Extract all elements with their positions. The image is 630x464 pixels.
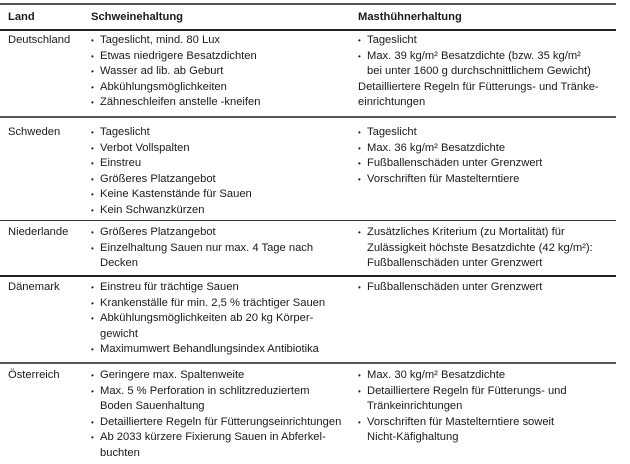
list-item-plain: Detailliertere Regeln für Fütterungs- und Tränke-	[358, 80, 599, 93]
list-item: • Tageslicht	[358, 33, 599, 49]
list-item: • Fußballenschäden unter Grenzwert	[358, 156, 542, 172]
list-item-continuation: Decken	[100, 257, 138, 270]
list-item: • Max. 5 % Perforation in schlitzreduziertem	[91, 384, 341, 400]
list-item: • Einstreu für trächtige Sauen	[91, 280, 325, 296]
list-item: • Keine Kastenstände für Sauen	[91, 187, 252, 203]
list-item: • Etwas niedrigere Besatzdichten	[91, 49, 260, 65]
list-item: • Verbot Vollspalten	[91, 141, 252, 157]
row-rule	[0, 116, 616, 118]
list-item: • Kein Schwanzkürzen	[91, 203, 252, 219]
list-item: • Geringere max. Spaltenweite	[91, 368, 341, 384]
list-item-plain: einrichtungen	[358, 96, 426, 109]
row-rule	[0, 220, 616, 221]
list-item: • Ab 2033 kürzere Fixierung Sauen in Abferkel-	[91, 430, 341, 446]
list-item: • Fußballenschäden unter Grenzwert	[358, 280, 542, 296]
list-item: • Vorschriften für Mastelterntiere soweit	[358, 415, 567, 431]
header-land: Land	[8, 11, 35, 23]
list-item-continuation: Zulässigkeit höchste Besatzdichte (42 kg/m²):	[367, 241, 593, 254]
row-daenemark-schwein	[91, 280, 325, 358]
row-niederlande-schwein	[91, 225, 313, 272]
list-item: • Krankenställe für min. 2,5 % trächtiger Sauen	[91, 296, 325, 312]
row-oesterreich-schwein	[91, 368, 341, 462]
list-item: • Vorschriften für Mastelterntiere	[358, 172, 542, 188]
list-item: • Max. 30 kg/m² Besatzdichte	[358, 368, 567, 384]
list-item: • Wasser ad lib. ab Geburt	[91, 64, 260, 80]
row-rule	[0, 362, 616, 364]
row-land-oesterreich: Österreich	[8, 369, 60, 381]
list-item: • Max. 39 kg/m² Besatzdichte (bzw. 35 kg/m²	[358, 49, 599, 65]
list-item: • Tageslicht	[91, 125, 252, 141]
list-item: • Detailliertere Regeln für Fütterungs- und	[358, 384, 567, 400]
row-land-niederlande: Niederlande	[8, 226, 69, 238]
row-deutschland-schwein	[91, 33, 260, 111]
list-item-continuation: Boden Sauenhaltung	[100, 400, 205, 413]
row-niederlande-huhn	[358, 225, 593, 272]
table-top-rule	[0, 3, 616, 5]
row-schweden-huhn	[358, 125, 542, 187]
header-schweinehaltung: Schweinehaltung	[91, 11, 183, 23]
row-land-daenemark: Dänemark	[8, 281, 60, 293]
list-item: • Einzelhaltung Sauen nur max. 4 Tage nach	[91, 241, 313, 257]
list-item: • Maximumwert Behandlungsindex Antibiotika	[91, 342, 325, 358]
header-masthuehnerhaltung: Masthühnerhaltung	[358, 11, 462, 23]
list-item: • Abkühlungsmöglichkeiten ab 20 kg Körper-	[91, 311, 325, 327]
list-item: • Max. 36 kg/m² Besatzdichte	[358, 141, 542, 157]
row-daenemark-huhn	[358, 280, 542, 296]
list-item: • Größeres Platzangebot	[91, 172, 252, 188]
list-item-continuation: bei unter 1600 g durchschnittlichem Gewicht)	[367, 65, 591, 78]
list-item: • Abkühlungsmöglichkeiten	[91, 80, 260, 96]
row-land-deutschland: Deutschland	[8, 34, 71, 46]
row-schweden-schwein	[91, 125, 252, 219]
list-item: • Tageslicht, mind. 80 Lux	[91, 33, 260, 49]
list-item: • Einstreu	[91, 156, 252, 172]
list-item: • Detailliertere Regeln für Fütterungseinrichtungen	[91, 415, 341, 431]
row-deutschland-huhn	[358, 33, 599, 111]
list-item-continuation: Nicht-Käfighaltung	[367, 431, 459, 444]
list-item-continuation: buchten	[100, 446, 140, 459]
list-item-continuation: Tränkeinrichtungen	[367, 400, 463, 413]
header-rule	[0, 29, 616, 31]
list-item-continuation: Fußballenschäden unter Grenzwert	[367, 257, 543, 270]
row-oesterreich-huhn	[358, 368, 567, 446]
list-item: • Zusätzliches Kriterium (zu Mortalität) für	[358, 225, 593, 241]
row-rule	[0, 275, 616, 277]
list-item: • Tageslicht	[358, 125, 542, 141]
list-item-continuation: gewicht	[100, 327, 138, 340]
list-item: • Größeres Platzangebot	[91, 225, 313, 241]
row-land-schweden: Schweden	[8, 126, 61, 138]
list-item: • Zähneschleifen anstelle -kneifen	[91, 95, 260, 111]
